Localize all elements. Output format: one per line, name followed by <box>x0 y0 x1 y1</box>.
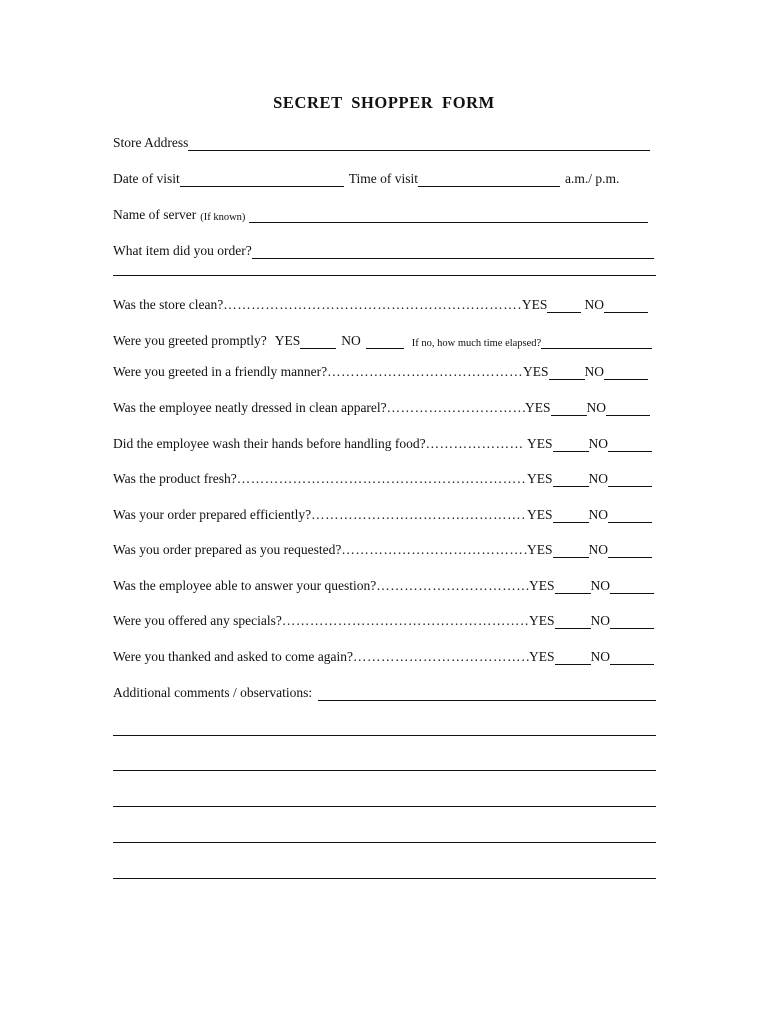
comments-field[interactable] <box>318 685 656 701</box>
yes-answer-field[interactable] <box>547 297 581 313</box>
yes-label: YES <box>524 400 551 415</box>
leader-dots <box>426 436 523 452</box>
comments-field-line[interactable] <box>113 735 656 736</box>
yes-label: YES <box>528 649 555 664</box>
question-text: Did the employee wash their hands before handling food? <box>113 436 426 451</box>
store-address-field[interactable] <box>188 135 650 151</box>
leader-dots <box>223 297 522 313</box>
comments-label: Additional comments / observations: <box>113 685 313 700</box>
form-title: SECRET SHOPPER FORM <box>273 93 495 112</box>
question-text: Was the employee able to answer your question? <box>113 578 377 593</box>
leader-dots <box>327 364 523 380</box>
leader-dots <box>353 649 529 665</box>
greeted-promptly-row <box>113 327 658 349</box>
yes-answer-field[interactable] <box>553 507 589 523</box>
yes-label: YES <box>526 471 553 486</box>
question-row <box>113 536 658 558</box>
no-label: NO <box>586 400 606 415</box>
no-answer-field[interactable] <box>366 333 404 349</box>
no-label: NO <box>588 542 608 557</box>
question-row <box>113 430 658 452</box>
yes-label: YES <box>526 436 553 451</box>
no-answer-field[interactable] <box>610 649 654 665</box>
server-name-label: Name of server <box>113 207 197 222</box>
question-text: Was you order prepared as you requested? <box>113 542 342 557</box>
comments-field-line[interactable] <box>113 842 656 843</box>
no-answer-field[interactable] <box>608 542 652 558</box>
elapsed-time-note: If no, how much time elapsed? <box>411 338 542 349</box>
date-of-visit-field[interactable] <box>180 171 344 187</box>
question-text: Was the employee neatly dressed in clean apparel? <box>113 400 387 415</box>
no-answer-field[interactable] <box>610 578 654 594</box>
comments-field-line[interactable] <box>113 770 656 771</box>
leader-dots <box>387 400 525 416</box>
yes-answer-field[interactable] <box>549 364 585 380</box>
leader-dots <box>376 578 529 594</box>
yes-label: YES <box>522 364 549 379</box>
no-answer-field[interactable] <box>610 613 654 629</box>
no-label: NO <box>584 297 604 312</box>
yes-label: YES <box>526 542 553 557</box>
no-answer-field[interactable] <box>608 436 652 452</box>
question-row <box>113 291 658 313</box>
am-pm-label: a.m./ p.m. <box>565 171 620 186</box>
leader-dots <box>341 542 527 558</box>
comments-field-line[interactable] <box>113 806 656 807</box>
question-row <box>113 607 658 629</box>
yes-answer-field[interactable] <box>555 649 591 665</box>
question-row <box>113 465 658 487</box>
question-row <box>113 643 658 665</box>
item-ordered-label: What item did you order? <box>113 243 252 258</box>
time-of-visit-label: Time of visit <box>348 171 419 186</box>
leader-dots <box>311 507 527 523</box>
yes-answer-field[interactable] <box>300 333 336 349</box>
yes-label: YES <box>274 333 301 348</box>
no-answer-field[interactable] <box>604 364 648 380</box>
item-ordered-row <box>113 237 658 259</box>
no-answer-field[interactable] <box>608 471 652 487</box>
question-row <box>113 394 658 416</box>
store-address-row <box>113 129 658 151</box>
no-answer-field[interactable] <box>604 297 648 313</box>
elapsed-time-field[interactable] <box>541 333 652 349</box>
date-of-visit-label: Date of visit <box>113 171 180 186</box>
yes-label: YES <box>526 507 553 522</box>
yes-answer-field[interactable] <box>553 436 589 452</box>
comments-row <box>113 679 658 701</box>
no-label: NO <box>588 471 608 486</box>
comments-field-line[interactable] <box>113 878 656 879</box>
if-known-note: (If known) <box>200 212 246 223</box>
leader-dots <box>237 471 527 487</box>
question-row <box>113 501 658 523</box>
time-of-visit-field[interactable] <box>418 171 560 187</box>
question-text: Was the product fresh? <box>113 471 237 486</box>
no-answer-field[interactable] <box>608 507 652 523</box>
yes-answer-field[interactable] <box>555 578 591 594</box>
question-text: Were you thanked and asked to come again? <box>113 649 353 664</box>
store-address-label: Store Address <box>113 135 189 150</box>
item-ordered-field[interactable] <box>252 243 654 259</box>
no-label: NO <box>590 649 610 664</box>
no-label: NO <box>590 578 610 593</box>
question-text: Was the store clean? <box>113 297 224 312</box>
no-label: NO <box>341 333 361 348</box>
yes-answer-field[interactable] <box>553 542 589 558</box>
question-row <box>113 572 658 594</box>
question-row <box>113 358 658 380</box>
no-label: NO <box>590 613 610 628</box>
yes-label: YES <box>521 297 548 312</box>
question-text: Were you offered any specials? <box>113 613 282 628</box>
no-label: NO <box>588 507 608 522</box>
yes-label: YES <box>528 613 555 628</box>
item-ordered-field-line2[interactable] <box>113 275 656 276</box>
date-time-row <box>113 165 658 187</box>
question-text: Were you greeted in a friendly manner? <box>113 364 328 379</box>
server-name-row <box>113 201 658 223</box>
no-answer-field[interactable] <box>606 400 650 416</box>
question-text: Were you greeted promptly? <box>113 333 267 348</box>
yes-answer-field[interactable] <box>555 613 591 629</box>
server-name-field[interactable] <box>249 207 648 223</box>
no-label: NO <box>588 436 608 451</box>
yes-label: YES <box>528 578 555 593</box>
leader-dots <box>282 613 529 629</box>
no-label: NO <box>584 364 604 379</box>
yes-answer-field[interactable] <box>551 400 587 416</box>
question-text: Was your order prepared efficiently? <box>113 507 312 522</box>
yes-answer-field[interactable] <box>553 471 589 487</box>
